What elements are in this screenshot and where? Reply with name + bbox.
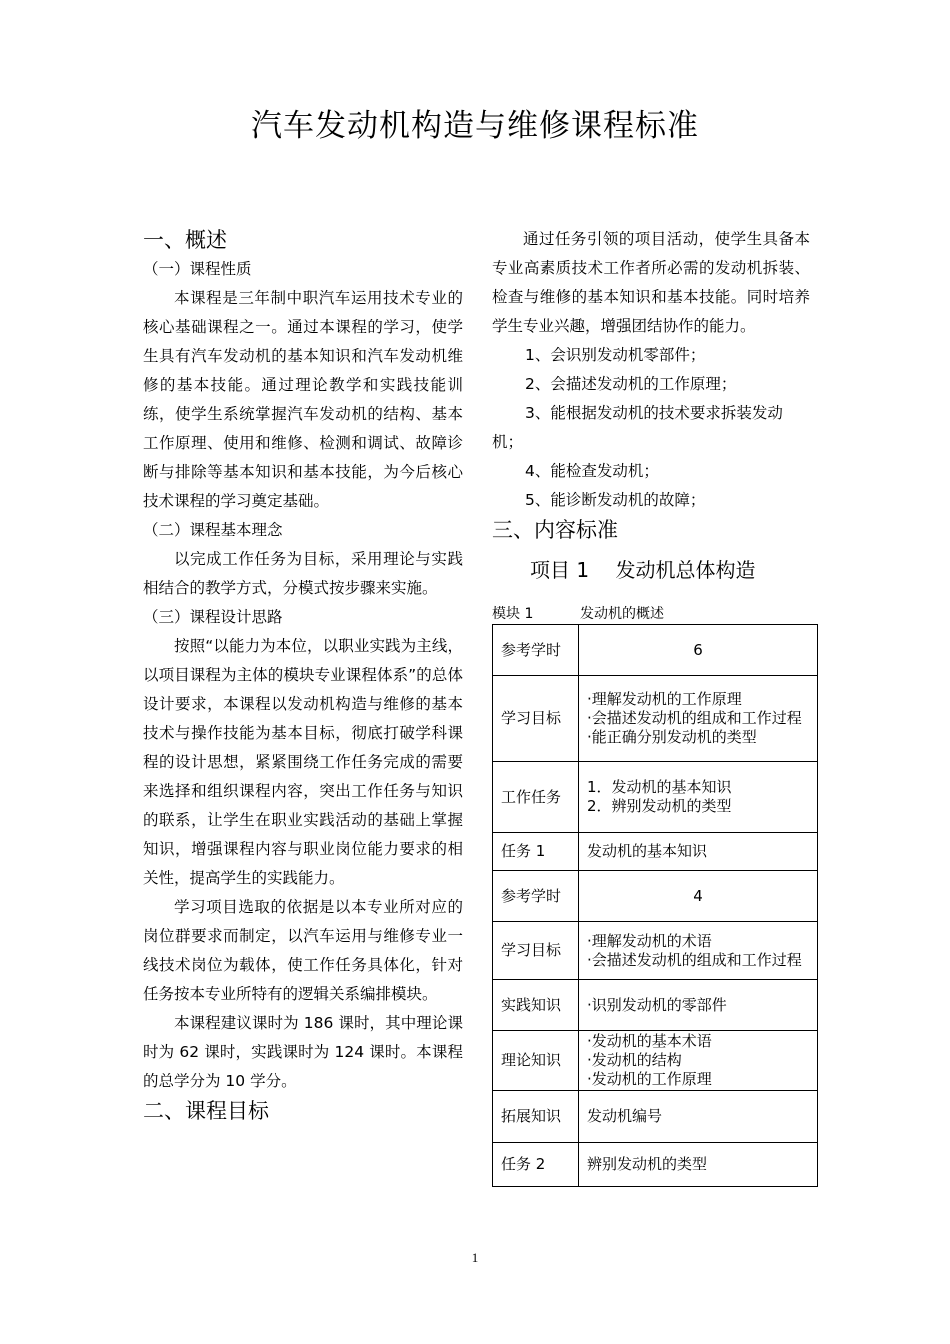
goal-item-3-cont: 机； — [492, 433, 524, 451]
page-number: 1 — [471, 1250, 479, 1265]
table-value: 发动机编号 — [579, 1091, 818, 1143]
right-column — [492, 225, 822, 1187]
table-value — [579, 922, 818, 980]
project-title: 项目 1 发动机总体构造 — [530, 558, 756, 582]
table-row — [493, 1143, 818, 1187]
goal-item-5: 5、能诊断发动机的故障； — [525, 491, 706, 509]
table-row — [493, 980, 818, 1031]
table-key: 参考学时 — [493, 871, 579, 922]
table-row — [493, 625, 818, 676]
table-value: 辨别发动机的类型 — [579, 1143, 818, 1187]
design-idea-paragraph-2: 学习项目选取的依据是以本专业所对应的岗位群要求而制定，以汽车运用与维修专业一线技术岗位为载体，使工作任务具体化，针对任务按本专业所特有的逻辑关系编排模块。 — [143, 898, 463, 1003]
table-key: 实践知识 — [493, 980, 579, 1031]
table-key: 学习目标 — [493, 676, 579, 762]
document-title: 汽车发动机构造与维修课程标准 — [251, 108, 699, 144]
table-line: ·会描述发动机的组成和工作过程 — [587, 950, 802, 969]
table-key: 学习目标 — [493, 922, 579, 980]
table-line: ·理解发动机的术语 — [587, 931, 712, 950]
table-row — [493, 1031, 818, 1091]
section-3-heading: 三、内容标准 — [492, 518, 618, 542]
table-line: ·会描述发动机的组成和工作过程 — [587, 709, 802, 727]
module-name: 发动机的概述 — [580, 606, 664, 622]
goal-item-4: 4、能检查发动机； — [525, 462, 659, 480]
table-row — [493, 676, 818, 762]
design-idea-paragraph-3: 本课程建议课时为 186 课时，其中理论课时为 62 课时，实践课时为 124 课时。本课程的总学分为 10 学分。 — [143, 1014, 463, 1090]
table-line: ·理解发动机的工作原理 — [587, 690, 742, 708]
table-line: 2．辨别发动机的类型 — [587, 797, 732, 815]
module-label: 模块 1 — [492, 606, 534, 622]
table-value: 4 — [579, 871, 818, 922]
design-idea-paragraph-1: 按照“以能力为本位，以职业实践为主线，以项目课程为主体的模块专业课程体系”的总体设计要求，本课程以发动机构造与维修的基本技术与操作技能为基本目标，彻底打破学科课程的设计思想，紧紧围绕工作任务完成的需要来选择和组织课程内容，突出工作任务与知识的联系，让学生在职业实践活动的基础上掌握知识，增强课程内容与职业岗位能力要求的相关性，提高学生的实践能力。 — [143, 637, 463, 887]
table-value — [579, 676, 818, 762]
left-column — [143, 225, 463, 1126]
table-line: 1．发动机的基本知识 — [587, 778, 732, 796]
goal-item-3: 3、能根据发动机的技术要求拆装发动 — [525, 404, 783, 422]
table-line: ·能正确分别发动机的类型 — [587, 728, 757, 746]
table-value — [579, 1031, 818, 1091]
table-key: 拓展知识 — [493, 1091, 579, 1143]
table-row — [493, 833, 818, 871]
module-caption — [492, 605, 822, 623]
table-line: ·发动机的工作原理 — [587, 1070, 712, 1088]
module-table — [492, 624, 818, 1187]
course-concept-paragraph: 以完成工作任务为目标，采用理论与实践相结合的教学方式，分模式按步骤来实施。 — [143, 550, 463, 597]
table-row — [493, 871, 818, 922]
table-key: 工作任务 — [493, 762, 579, 833]
table-line: ·发动机的基本术语 — [587, 1032, 712, 1050]
table-row — [493, 762, 818, 833]
subsection-1a-heading: （一）课程性质 — [143, 260, 252, 278]
course-nature-paragraph: 本课程是三年制中职汽车运用技术专业的核心基础课程之一。通过本课程的学习，使学生具有汽车发动机的基本知识和汽车发动机维修的基本技能。通过理论教学和实践技能训练，使学生系统掌握汽车发动机的结构、基本工作原理、使用和维修、检测和调试、故障诊断与排除等基本知识和基本技能，为今后核心技术课程的学习奠定基础。 — [143, 289, 463, 510]
table-value: ·识别发动机的零部件 — [579, 980, 818, 1031]
table-key: 理论知识 — [493, 1031, 579, 1091]
table-value — [579, 762, 818, 833]
table-value: 6 — [579, 625, 818, 676]
table-row — [493, 1091, 818, 1143]
table-line: ·发动机的结构 — [587, 1051, 682, 1069]
course-goal-paragraph: 通过任务引领的项目活动，使学生具备本专业高素质技术工作者所必需的发动机拆装、检查与维修的基本知识和基本技能。同时培养学生专业兴趣，增强团结协作的能力。 — [492, 230, 810, 335]
section-2-heading: 二、课程目标 — [143, 1099, 269, 1123]
table-value: 发动机的基本知识 — [579, 833, 818, 871]
goal-item-1: 1、会识别发动机零部件； — [525, 346, 706, 364]
subsection-1c-heading: （三）课程设计思路 — [143, 608, 283, 626]
table-key: 任务 1 — [493, 833, 579, 871]
goal-item-2: 2、会描述发动机的工作原理； — [525, 375, 737, 393]
table-row — [493, 922, 818, 980]
table-key: 任务 2 — [493, 1143, 579, 1187]
table-key: 参考学时 — [493, 625, 579, 676]
subsection-1b-heading: （二）课程基本理念 — [143, 521, 283, 539]
section-1-heading: 一、概述 — [143, 228, 227, 252]
